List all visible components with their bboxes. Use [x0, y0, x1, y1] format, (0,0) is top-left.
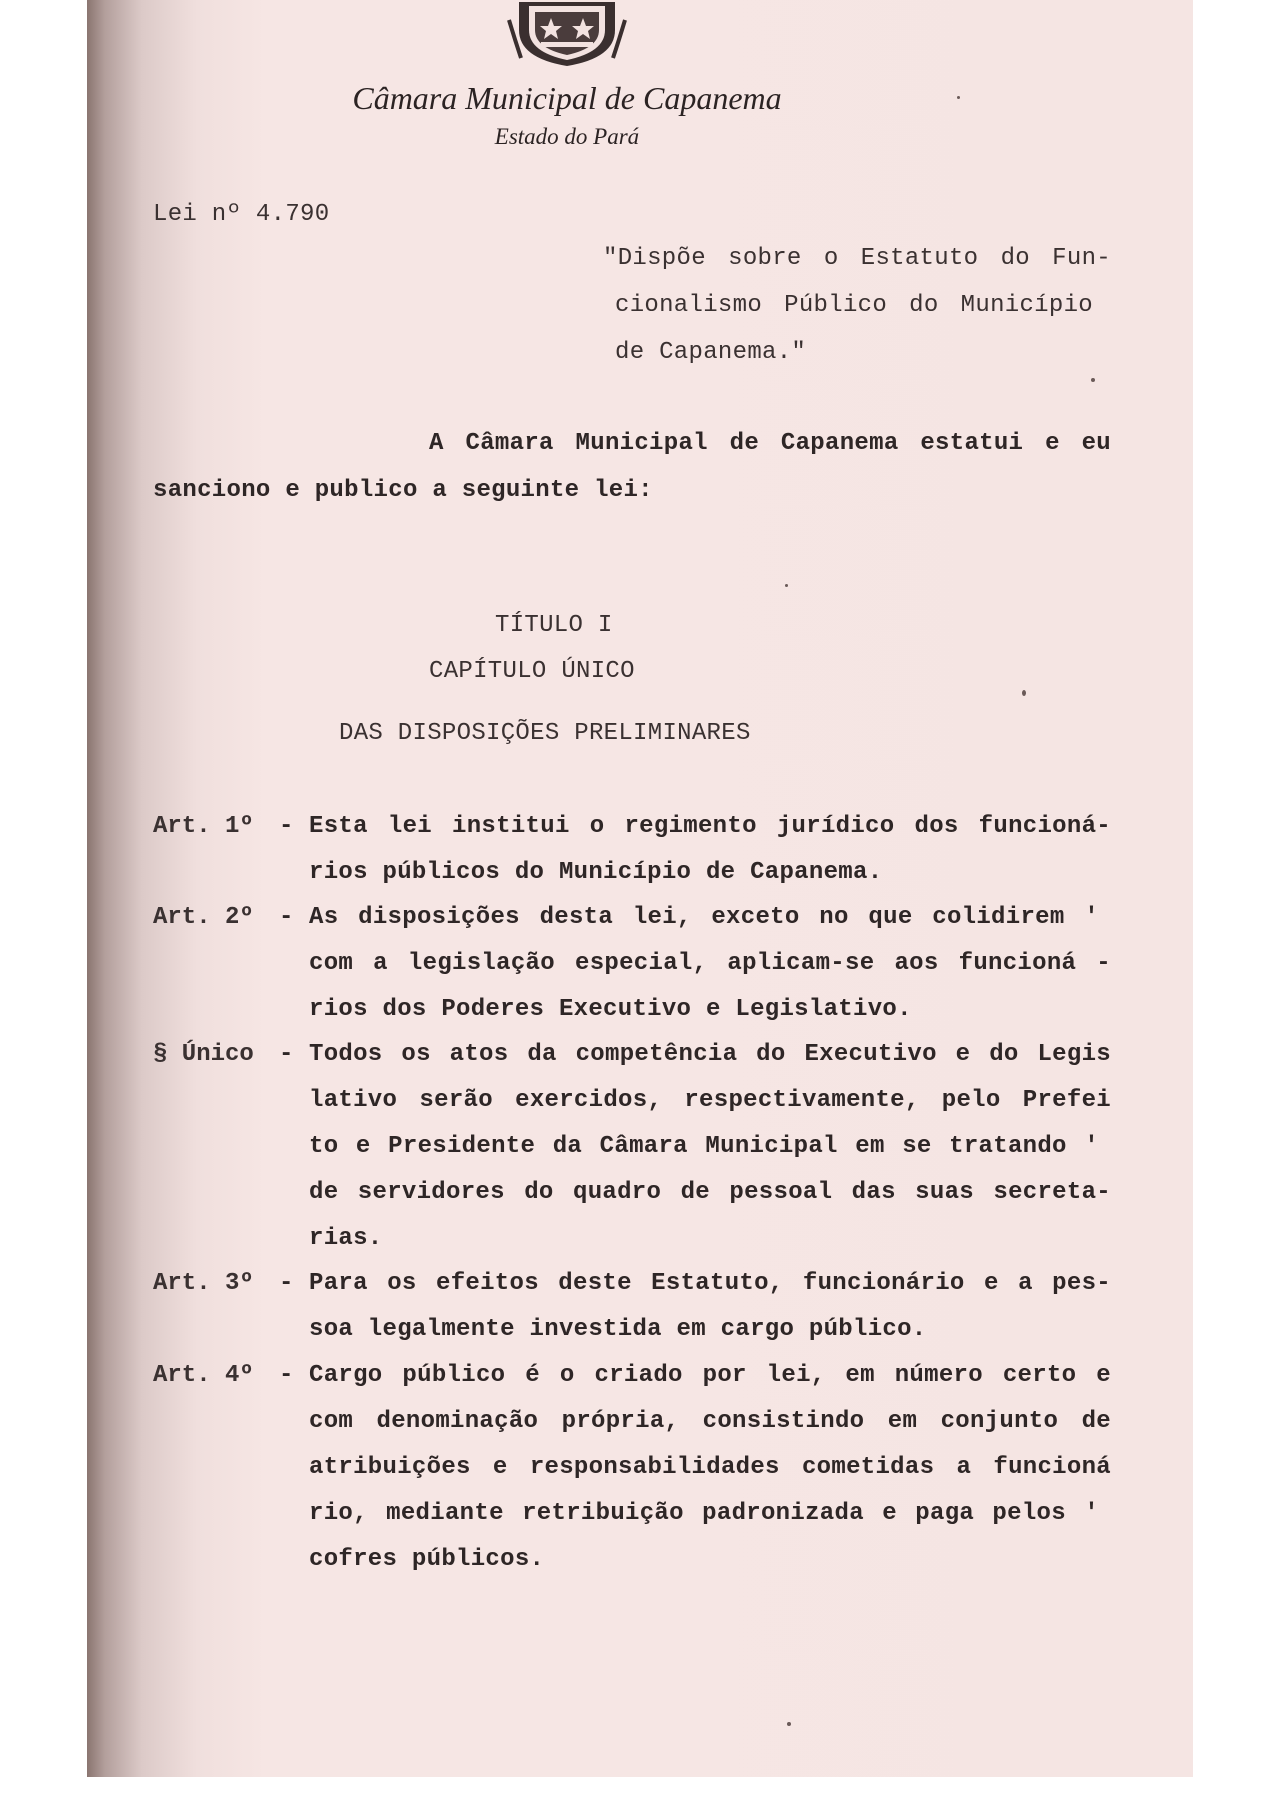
paper-speck	[957, 96, 960, 99]
municipal-coat-of-arms	[507, 0, 627, 68]
summary-line: de Capanema."	[615, 339, 807, 366]
article-text-line: rias.	[309, 1225, 383, 1252]
article-text-line: de servidores do quadro de pessoal das suas secreta-	[309, 1179, 1111, 1206]
paper-speck	[1022, 690, 1026, 696]
preamble-line: sanciono e publico a seguinte lei:	[153, 477, 653, 504]
article-text-line: soa legalmente investida em cargo público.	[309, 1316, 927, 1343]
paper-speck	[787, 1722, 791, 1726]
chamber-name: Câmara Municipal de Capanema	[352, 80, 782, 116]
article-text-line: cofres públicos.	[309, 1546, 545, 1573]
state-name: Estado do Pará	[494, 124, 640, 149]
article-text-line: Todos os atos da competência do Executivo e do Legis	[309, 1041, 1111, 1068]
section-heading: DAS DISPOSIÇÕES PRELIMINARES	[339, 720, 751, 747]
paper-speck	[1091, 378, 1095, 382]
article-label: Art. 1º	[153, 813, 254, 840]
article-text-line: rio, mediante retribuição padronizada e paga pelos '	[309, 1500, 1099, 1527]
paragraph-label: § Único	[153, 1041, 254, 1068]
article-text-line: As disposições desta lei, exceto no que colidirem '	[309, 904, 1099, 931]
article-text-line: rios dos Poderes Executivo e Legislativo.	[309, 996, 912, 1023]
article-text-line: lativo serão exercidos, respectivamente, pelo Prefei	[309, 1087, 1111, 1114]
article-label: Art. 4º	[153, 1362, 254, 1389]
article-text-line: Cargo público é o criado por lei, em número certo e	[309, 1362, 1111, 1389]
article-text-line: Para os efeitos deste Estatuto, funcionário e a pes-	[309, 1270, 1111, 1297]
document-page: Câmara Municipal de Capanema Estado do Pará Lei nº 4.790 "Dispõe sobre o Estatuto do Fun- cionalismo Público do Município de Capanema." A Câmara Municipal de Capanema estatui e eu sanciono e publico a seguinte lei: TÍTULO I CAPÍTULO ÚNICO DAS DISPOSIÇÕES PRELIMINARES Art. 1º - Esta lei institui o regimento jurídico dos funcioná- rios públicos do Município de Capanema. Art. 2º - As disposições desta lei, exceto no que colidirem ' com a legislação especial, aplicam-se aos funcioná - rios dos Poderes Executivo e Legislativo. § Único - Todos os atos da competência do Executivo e do Legis lativo serão exercidos, respectivamente, pelo Prefei to e Presidente da Câmara Municipal em se tratando ' de servidores do quadro de pessoal das suas secreta- rias. Art. 3º - Para os efeitos deste Estatuto, funcionário e a pes- soa legalmente investida em cargo público. Art. 4º - Cargo público é o criado por lei, em número certo e com denominação própria, consistindo em conjunto de atribuições e responsabilidades cometidas a funcioná rio, mediante retribuição padronizada e paga pelos ' cofres públicos.	[87, 0, 1193, 1777]
law-number: Lei nº 4.790	[153, 201, 330, 228]
preamble-line: A Câmara Municipal de Capanema estatui e eu	[429, 430, 1111, 457]
title-heading: TÍTULO I	[495, 612, 613, 639]
paper-speck	[785, 584, 788, 587]
summary-line: "Dispõe sobre o Estatuto do Fun-	[603, 245, 1111, 272]
summary-line: cionalismo Público do Município	[615, 292, 1093, 319]
article-label: Art. 2º	[153, 904, 254, 931]
article-text-line: com a legislação especial, aplicam-se aos funcioná -	[309, 950, 1111, 977]
article-text-line: Esta lei institui o regimento jurídico dos funcioná-	[309, 813, 1111, 840]
article-text-line: com denominação própria, consistindo em conjunto de	[309, 1408, 1111, 1435]
article-text-line: to e Presidente da Câmara Municipal em se tratando '	[309, 1133, 1099, 1160]
article-text-line: atribuições e responsabilidades cometidas a funcioná	[309, 1454, 1111, 1481]
article-label: Art. 3º	[153, 1270, 254, 1297]
article-text-line: rios públicos do Município de Capanema.	[309, 859, 883, 886]
chapter-heading: CAPÍTULO ÚNICO	[429, 658, 635, 685]
